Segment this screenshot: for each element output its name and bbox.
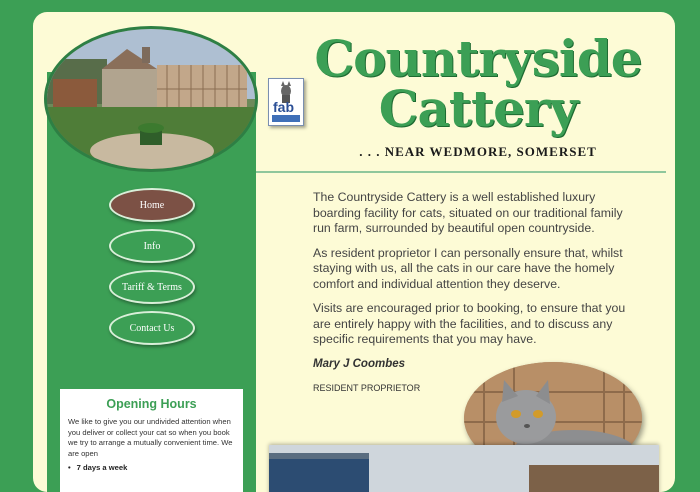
nav-home[interactable]: Home [109, 188, 195, 222]
nav-tariff-terms[interactable]: Tariff & Terms [109, 270, 195, 304]
site-title [288, 29, 668, 138]
site-title-line2: Cattery [378, 79, 578, 138]
nav-contact-us[interactable]: Contact Us [109, 311, 195, 345]
opening-hours-panel [60, 389, 243, 492]
signature-role: RESIDENT PROPRIETOR [313, 383, 421, 393]
opening-hours-heading: Opening Hours [106, 397, 197, 411]
page-frame [33, 12, 675, 492]
cattery-building-photo [269, 445, 659, 492]
cattery-photo [47, 29, 255, 169]
proprietor-paragraph: As resident proprietor I can personally ensure that, whilst staying with us, all the cats in our care have the homely comfort and individual attention they deserve. [313, 245, 623, 291]
signature-name: Mary J Coombes [313, 357, 406, 370]
opening-hours-intro: We like to give you our undivided attention when you deliver or collect your cat so when you book we try to arrange a mutually convenient time. We are open [68, 417, 233, 458]
visits-paragraph: Visits are encouraged prior to booking, to ensure that you are entirely happy with the facilities, and to discuss any specific requirements that you may have. [313, 301, 626, 346]
nav-info[interactable]: Info [109, 229, 195, 263]
header-divider [256, 171, 666, 173]
site-title-line1: Countryside [314, 29, 642, 88]
intro-paragraph: The Countryside Cattery is a well established luxury boarding facility for cats, situated on our traditional family run farm, surrounded by beautiful open countryside. [313, 190, 623, 235]
fab-badge-label: fab [273, 99, 294, 115]
opening-hours-item: • 7 days a week [68, 463, 243, 472]
opening-hours-list [68, 463, 243, 472]
tagline: . . . NEAR WEDMORE, SOMERSET [359, 144, 597, 159]
building-illustration [269, 445, 659, 492]
cattery-photo-illustration [47, 29, 255, 169]
